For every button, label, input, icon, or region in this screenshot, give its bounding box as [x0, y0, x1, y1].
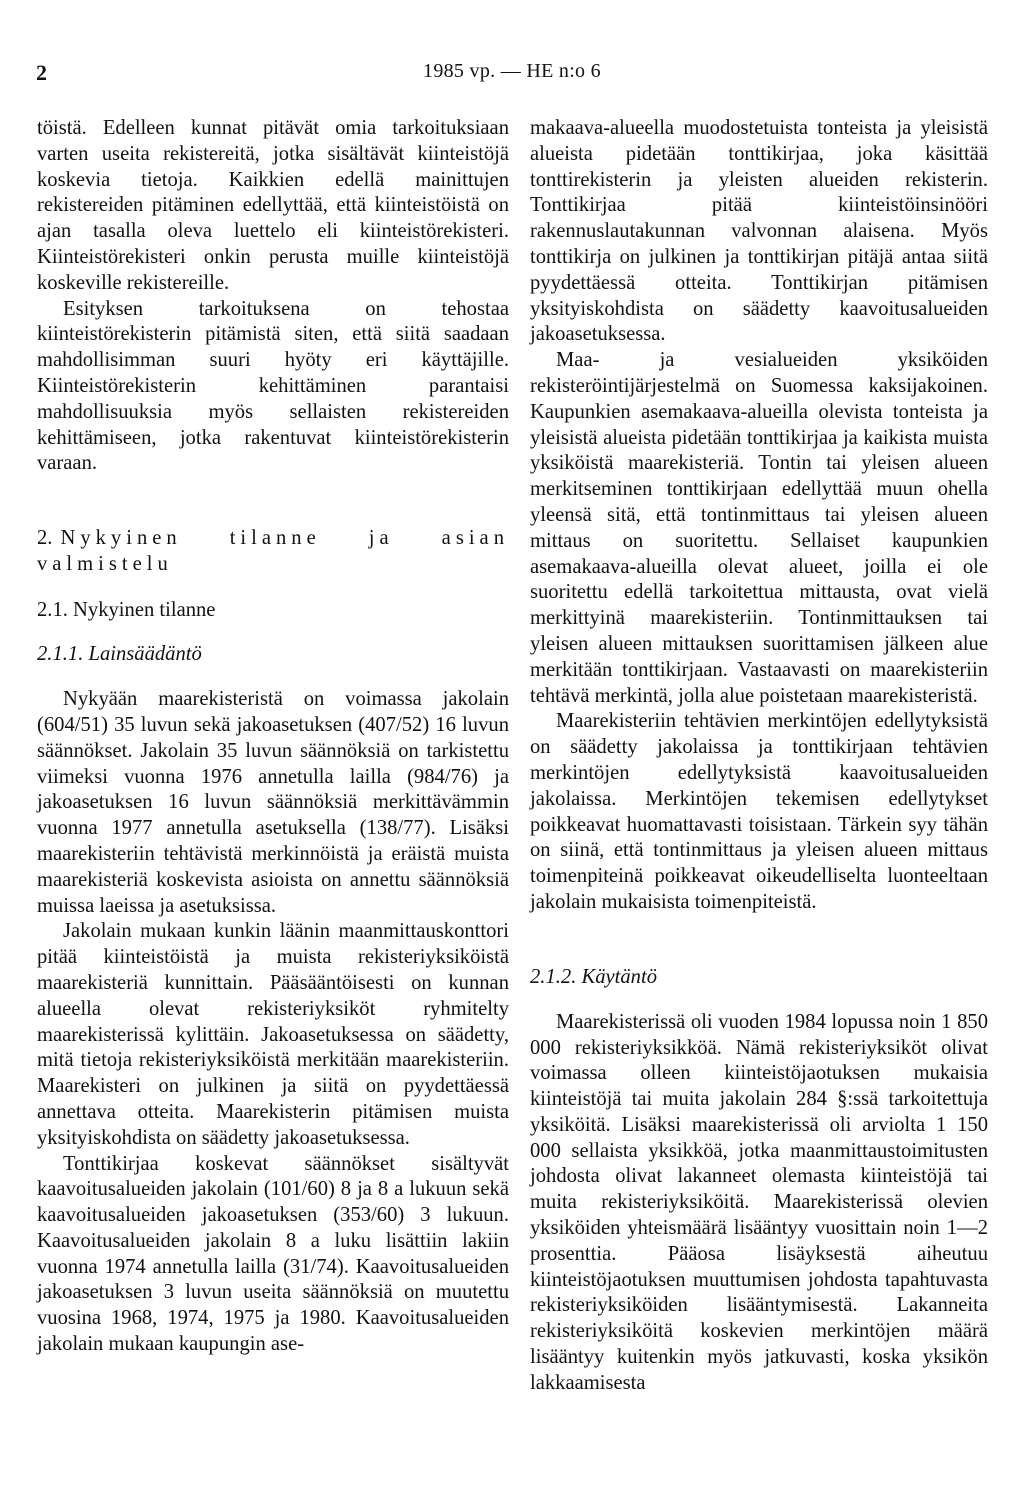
paragraph: Maarekisteriin tehtävien merkintöjen edellytyksistä on säädetty jakolaissa ja tonttikirjaan tehtävien merkintöjen edellytyksistä kaavoitusalueiden jakolaissa. Merkintöjen tekemisen edellytykset poikkeavat huomattavasti toisistaan. Tärkein syy tähän on siinä, että tontinmittaus ja yleisen alueen mittaus toimenpiteinä poikkeavat oikeudelliselta luonteeltaan jakolain mukaisista toimenpiteistä. — [530, 710, 988, 913]
section-number: 2. — [37, 527, 53, 550]
paragraph: Maarekisterissä oli vuoden 1984 lopussa noin 1 850 000 rekisteriyksikköä. Nämä rekisteriyksiköt olivat voimassa olleen kiinteistöjaotuksen mukaisia kiinteistöjä tai muita jakolain 284 §:ssä tarkoitettuja yksiköitä. Lisäksi maarekisterissä oli arviolta 1 150 000 sellaista yksikköä, jotka maanmittaustoimitusten johdosta olivat lakanneet olemasta kiinteistöjä tai muita rekisteriyksiköitä. Maarekisterissä olevien yksiköiden yhteismäärä lisääntyy vuosittain noin 1—2 prosenttia. Pääosa lisäyksestä aiheutuu kiinteistöjaotuksen muuttumisen johdosta tapahtuvasta rekisteriyksiköiden lisääntymisestä. Lakanneita rekisteriyksiköitä koskevien merkintöjen määrä lisääntyy kuitenkin myös jatkuvasti, koska yksikön lakkaamisesta — [530, 1010, 988, 1394]
paragraph: Maa- ja vesialueiden yksiköiden rekisteröintijärjestelmä on Suomessa kaksijakoinen. Kaupunkien asemakaava-alueilla olevista tonteista ja yleisistä alueista pidetään tonttikirjaa ja kaikista muista yksiköistä maarekisteriä. Tontin tai yleisen alueen merkitseminen tonttikirjaan edellyttää muun ohella yleensä sitä, että tontinmittaus tai yleisen alueen mittaus on suoritettu. Sellaiset kaupunkien asemakaava-alueilla olevat alueet, joilla ei ole suoritettu edellä tarkoitettua mittausta, ovat vielä merkittyinä maarekisteriin. Tontinmittauksen tai yleisen alueen mittauksen suorittamisen jälkeen alue merkitään tonttikirjaan. Vastaavasti on maarekisteriin tehtävä merkintä, jolla alue poistetaan maarekisteristä. — [530, 349, 988, 707]
paragraph: Tonttikirjaa koskevat säännökset sisältyvät kaavoitusalueiden jakolain (101/60) 8 ja 8 a lukuun sekä kaavoitusalueiden jakoasetuksen (353/60) 3 lukuun. Kaavoitusalueiden jakolain 8 a luku lisättiin lakiin vuonna 1974 annetulla lailla (31/74). Kaavoitusalueiden jakoasetuksen 3 luvun useita säännöksiä on muutettu vuosina 1968, 1974, 1975 ja 1980. Kaavoitusalueiden jakolain mukaan kaupungin ase- — [37, 1152, 509, 1356]
subsubsection-heading: 2.1.2. Käytäntö — [530, 965, 657, 988]
paragraph: töistä. Edelleen kunnat pitävät omia tarkoituksiaan varten useita rekistereitä, jotka sisältävät kiinteistöjä koskevia tietoja. Kaikkien edellä mainittujen rekistereiden pitäminen edellyttää, että kiinteistöistä on ajan tasalla oleva luettelo eli kiinteistörekisteri. Kiinteistörekisteri onkin perusta muille kiinteistöjä koskeville rekistereille. — [37, 117, 509, 294]
left-column — [37, 116, 509, 1358]
page-header — [36, 60, 988, 90]
page-number: 2 — [36, 60, 47, 85]
paragraph: Nykyään maarekisteristä on voimassa jakolain (604/51) 35 luvun sekä jakoasetuksen (407/52) 16 luvun säännökset. Jakolain 35 luvun säännöksiä on tarkistettu viimeksi vuonna 1976 annetulla lailla (984/76) ja jakoasetuksen 16 luvun säännöksiä merkittävämmin vuonna 1977 annetulla asetuksella (138/77). Lisäksi maarekisteriin tehtävistä merkinnöistä ja eräistä muista maarekisteriä koskevista asioista on annettu säännöksiä muissa laeissa ja asetuksissa. — [37, 688, 509, 917]
subsubsection-heading: 2.1.1. Lainsäädäntö — [37, 643, 202, 666]
running-head: 1985 vp. — HE n:o 6 — [423, 60, 601, 82]
section-title: Nykyinen tilanne ja asian valmistelu — [37, 527, 509, 576]
paragraph: makaava-alueella muodostetuista tonteista ja yleisistä alueista pidetään tonttikirjaa, joka käsittää tonttirekisterin ja yleisten alueiden rekisterin. Tonttikirjaa pitää kiinteistöinsinööri rakennuslautakunnan valvonnan alaisena. Myös tonttikirja on julkinen ja tonttikirjan pitäjä antaa siitä pyydettäessä otteita. Tonttikirjan pitämisen yksityiskohdista on säädetty kaavoitusalueiden jakoasetuksessa. — [530, 117, 988, 346]
right-column — [530, 116, 988, 1397]
paragraph: Esityksen tarkoituksena on tehostaa kiinteistörekisterin pitämistä siten, että siitä saadaan mahdollisimman suuri hyöty eri käyttäjille. Kiinteistörekisterin kehittäminen parantaisi mahdollisuuksia myös sellaisten rekistereiden kehittämiseen, jotka rakentuvat kiinteistörekisterin varaan. — [37, 297, 509, 475]
subsection-heading: 2.1. Nykyinen tilanne — [37, 599, 216, 622]
section-heading — [37, 525, 509, 577]
paragraph: Jakolain mukaan kunkin läänin maanmittauskonttori pitää kiinteistöistä ja muista rekisteriyksiköistä maarekisteriä kunnittain. Pääsääntöisesti on kunnan alueella olevat rekisteriyksiköt ryhmitelty maarekisterissä kylittäin. Jakoasetuksessa on säädetty, mitä tietoja rekisteriyksiköistä merkitään maarekisteriin. Maarekisteri on julkinen ja siitä on pyydettäessä annettava otteita. Maarekisterin pitämisen muista yksityiskohdista on säädetty jakoasetuksessa. — [37, 920, 509, 1149]
